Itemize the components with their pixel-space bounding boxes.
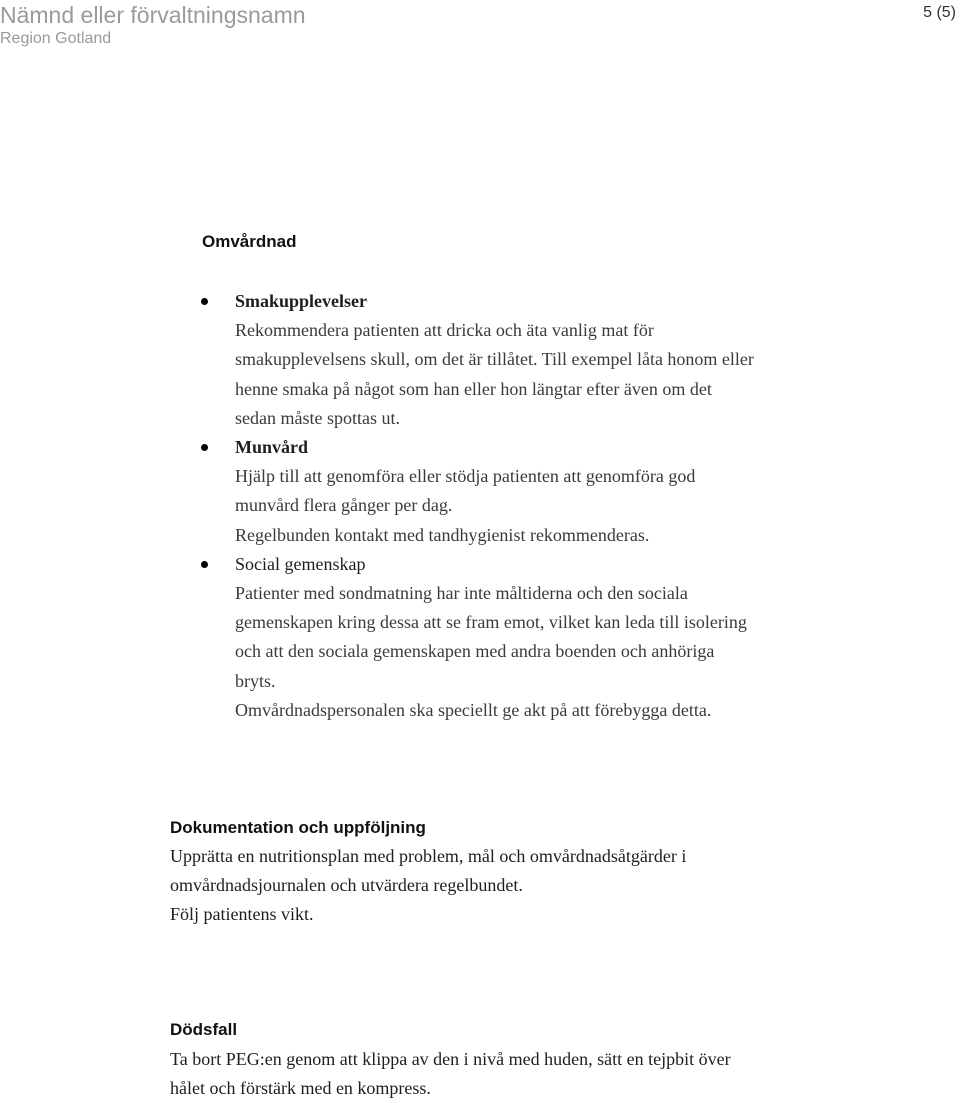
paragraph-line: hålet och förstärk med en kompress. (170, 1078, 431, 1099)
omvardnad-list (201, 287, 841, 725)
item-title: Munvård (235, 437, 309, 458)
item-text-line: bryts. (235, 670, 276, 691)
paragraph-line: Upprätta en nutritionsplan med problem, mål och omvårdnadsåtgärder i (170, 846, 687, 866)
item-title: Smakupplevelser (235, 291, 368, 311)
bullet-icon (201, 444, 208, 451)
item-text-line: Regelbunden kontakt med tandhygienist rekommenderas. (235, 524, 650, 545)
item-text-line: Rekommendera patienten att dricka och äta vanlig mat för (235, 320, 654, 341)
section-heading-dodsfall: Dödsfall (170, 1020, 238, 1039)
dodsfall-paragraph (170, 1045, 731, 1103)
item-text-line: sedan måste spottas ut. (235, 407, 400, 428)
dokumentation-paragraph (170, 842, 686, 930)
list-item-social-gemenskap (201, 550, 841, 725)
item-title: Social gemenskap (235, 553, 366, 574)
page-number: 5 (5) (923, 4, 956, 21)
item-text-line: munvård flera gånger per dag. (235, 495, 453, 516)
item-text-line: Hjälp till att genomföra eller stödja patienten att genomföra god (235, 466, 696, 487)
paragraph-line: omvårdnadsjournalen och utvärdera regelbundet. (170, 875, 523, 896)
list-item-smakupplevelser (201, 287, 841, 433)
item-text-line: henne smaka på något som han eller hon längtar efter även om det (235, 378, 712, 399)
section-heading-dokumentation: Dokumentation och uppföljning (170, 818, 426, 837)
paragraph-line: Följ patientens vikt. (170, 904, 314, 925)
item-text-line: smakupplevelsens skull, om det är tillåtet. Till exempel låta honom eller (235, 349, 754, 370)
item-text-line: gemenskapen kring dessa att se fram emot, vilket kan leda till isolering (235, 612, 747, 633)
item-text-line: Patienter med sondmatning har inte måltiderna och den sociala (235, 583, 688, 604)
header-title: Nämnd eller förvaltningsnamn (0, 2, 306, 28)
item-text-line: och att den sociala gemenskapen med andra boenden och anhöriga (235, 641, 715, 662)
section-heading-omvardnad: Omvårdnad (202, 232, 297, 251)
bullet-icon (201, 561, 208, 568)
list-item-munvard (201, 433, 841, 550)
paragraph-line: Ta bort PEG:en genom att klippa av den i nivå med huden, sätt en tejpbit över (170, 1049, 731, 1069)
bullet-icon (201, 298, 208, 305)
header-organization: Region Gotland (0, 30, 112, 47)
item-text-line: Omvårdnadspersonalen ska speciellt ge akt på att förebygga detta. (235, 699, 712, 720)
